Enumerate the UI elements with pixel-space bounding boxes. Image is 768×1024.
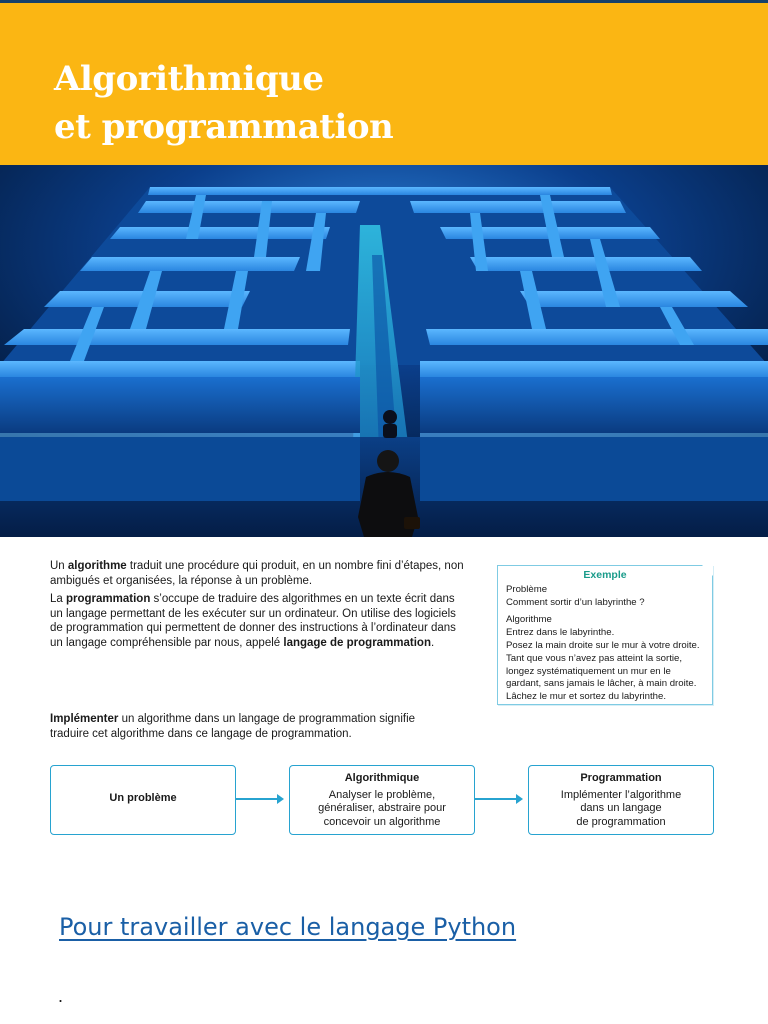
example-line: Lâchez le mur et sortez du labyrinthe. (506, 691, 666, 703)
flow-box-line: généraliser, abstraire pour (318, 802, 446, 814)
example-box (497, 565, 713, 705)
flow-box-title: Algorithmique (344, 772, 420, 784)
flow-box-line: concevoir un algorithme (323, 815, 441, 828)
maze-illustration (0, 165, 768, 537)
example-line: Posez la main droite sur le mur à votre droite. (506, 639, 700, 651)
example-problem-text: Comment sortir d’un labyrinthe ? (506, 596, 645, 608)
flow-arrow-2 (475, 798, 521, 800)
p1-prefix: Un (50, 560, 68, 572)
flow-box-algorithmique (289, 765, 475, 835)
p2-bold-1: programmation (66, 593, 151, 605)
p3-rest: un algorithme dans un langage de programmation signifie traduire cet algorithme dans ce langage de programmation. (50, 713, 416, 740)
paragraph-algorithme (50, 559, 470, 588)
flow-box-line: de programmation (576, 815, 666, 828)
flow-box-title: Programmation (580, 772, 662, 784)
p2-suffix: . (430, 636, 435, 649)
paragraph-implementer (50, 712, 450, 741)
p1-bold: algorithme (67, 560, 127, 572)
example-problem-label: Problème (506, 583, 548, 595)
flow-box-line: dans un langage (580, 802, 662, 814)
page-title (54, 55, 393, 151)
flow-box-programmation (528, 765, 714, 835)
example-heading: Exemple (583, 569, 627, 581)
flow-box-line: Analyser le problème, (328, 788, 436, 801)
example-line: Entrez dans le labyrinthe. (506, 627, 615, 639)
flow-box-probleme (50, 765, 236, 835)
example-algorithm-label: Algorithme (506, 614, 552, 626)
p2-mid: s’occupe de traduire des algorithmes en un texte écrit dans un langage permettant de les exécuter sur un ordinateur. On utilise des logiciels de programmation qui permettent de donner des instructions à l’ordinateur dans un langage compréhensible par nous, appelé (50, 593, 456, 649)
p2-bold-2: langage de programmation (283, 636, 431, 649)
bullet-dot: . (58, 986, 64, 1006)
example-line: gardant, sans jamais le lâcher, à main droite. (506, 678, 697, 690)
example-line: longez systématiquement un mur en le (506, 665, 671, 677)
flow-arrow-1 (236, 798, 282, 800)
title-line-2: et programmation (54, 107, 394, 147)
maze-image (0, 165, 768, 537)
python-link[interactable]: Pour travailler avec le langage Python (59, 913, 517, 941)
flow-box-title: Un problème (109, 791, 177, 804)
paragraph-programmation (50, 592, 470, 650)
flow-box-line: Implémenter l’algorithme (560, 788, 682, 801)
p3-bold: Implémenter (50, 713, 119, 725)
title-line-1: Algorithmique (54, 59, 324, 99)
corner-fold (702, 565, 713, 576)
example-line: Tant que vous n’avez pas atteint la sortie, (506, 652, 682, 664)
title-banner (0, 3, 768, 165)
p1-rest: traduit une procédure qui produit, en un nombre fini d’étapes, non ambigués et organisées, la réponse à un problème. (50, 560, 464, 587)
p2-prefix: La (50, 593, 66, 605)
